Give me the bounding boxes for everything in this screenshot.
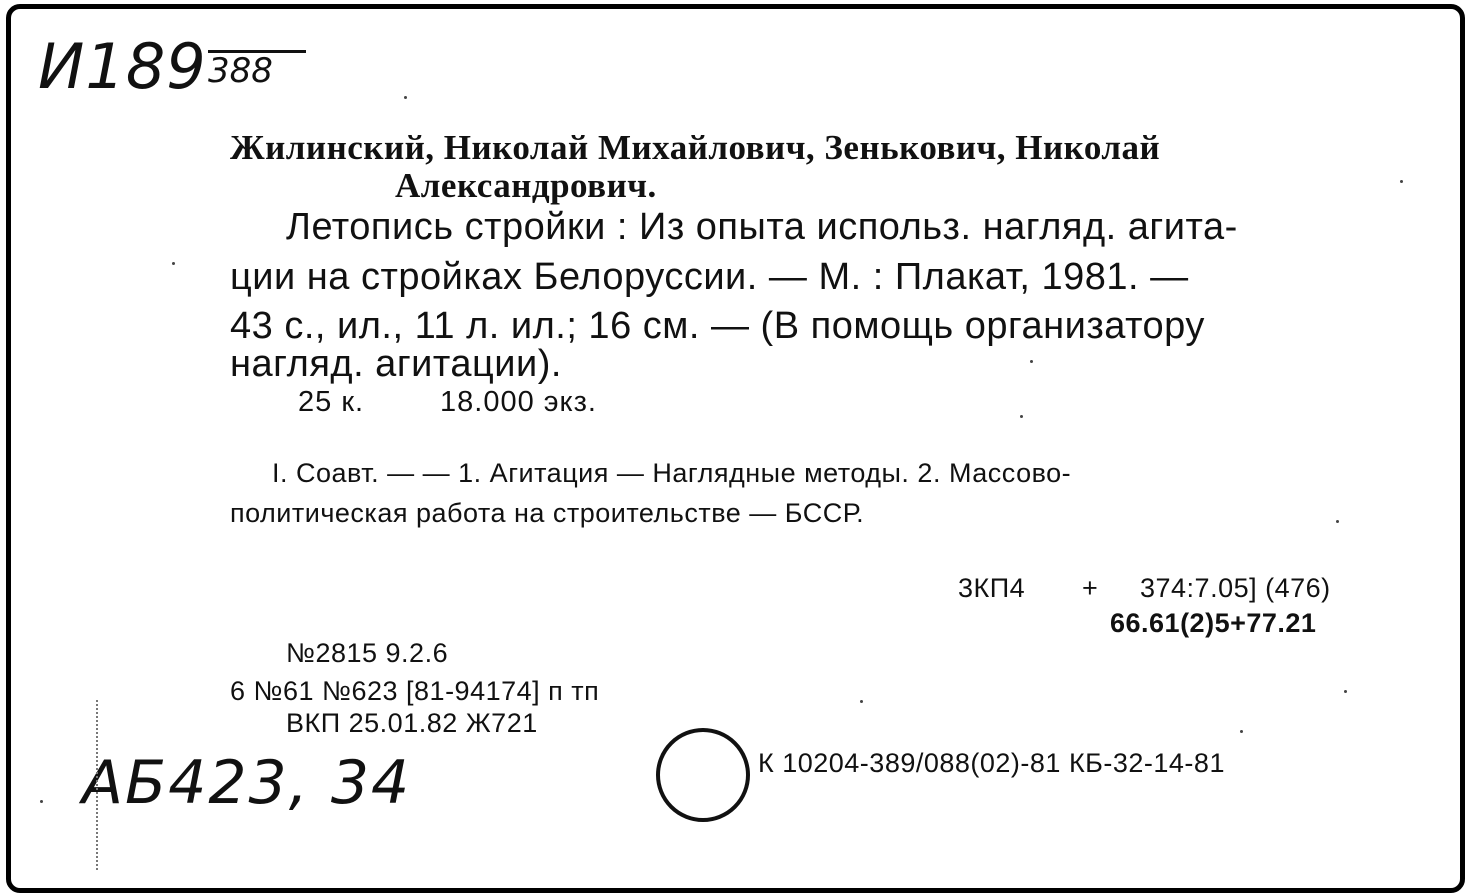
footer-code: К 10204-389/088(02)-81 КБ-32-14-81 <box>758 748 1225 778</box>
scan-speck <box>1336 520 1339 523</box>
author-heading-line1: Жилинский, Николай Михайлович, Зенькович, Николай <box>230 128 1161 167</box>
scan-speck <box>1400 180 1403 183</box>
tracings-line2: политическая работа на строительстве — БССР. <box>230 498 865 528</box>
scan-speck <box>1030 360 1033 363</box>
scan-speck <box>860 700 863 703</box>
service-line1: №2815 9.2.6 <box>286 638 449 668</box>
print-run: 18.000 экз. <box>440 386 597 418</box>
scan-speck <box>172 262 175 265</box>
description-line2: ции на стройках Белоруссии. — М. : Плакат, 1981. — <box>230 256 1189 298</box>
scan-edge-dots <box>96 700 98 870</box>
shelfmark-superscript: 388 <box>208 50 306 89</box>
scan-speck <box>1020 415 1023 418</box>
tracings-line1: I. Соавт. — — 1. Агитация — Наглядные методы. 2. Массово- <box>272 458 1072 488</box>
classification-plus: + <box>1082 573 1099 603</box>
description-line4: нагляд. агитации). <box>230 343 562 385</box>
classification-index-right: 374:7.05] (476) <box>1140 573 1331 603</box>
scan-speck <box>1344 690 1347 693</box>
classification-index-left: 3КП4 <box>958 573 1026 603</box>
service-line3: ВКП 25.01.82 Ж721 <box>286 708 538 738</box>
price: 25 к. <box>298 386 365 418</box>
inventory-handwritten: АБ423, 34 <box>82 748 412 818</box>
author-heading-line2: Александрович. <box>395 166 657 205</box>
description-line1: Летопись стройки : Из опыта использ. нагляд. агита- <box>286 206 1238 248</box>
circle-stamp <box>656 728 750 822</box>
shelfmark-handwritten: И189 <box>38 30 207 103</box>
classification-line2: 66.61(2)5+77.21 <box>1110 608 1317 638</box>
scan-speck <box>404 96 407 99</box>
description-line3: 43 с., ил., 11 л. ил.; 16 см. — (В помощь организатору <box>230 305 1205 347</box>
scan-speck <box>40 800 43 803</box>
service-line2: 6 №61 №623 [81-94174] п тп <box>230 676 600 706</box>
scan-speck <box>1240 730 1243 733</box>
